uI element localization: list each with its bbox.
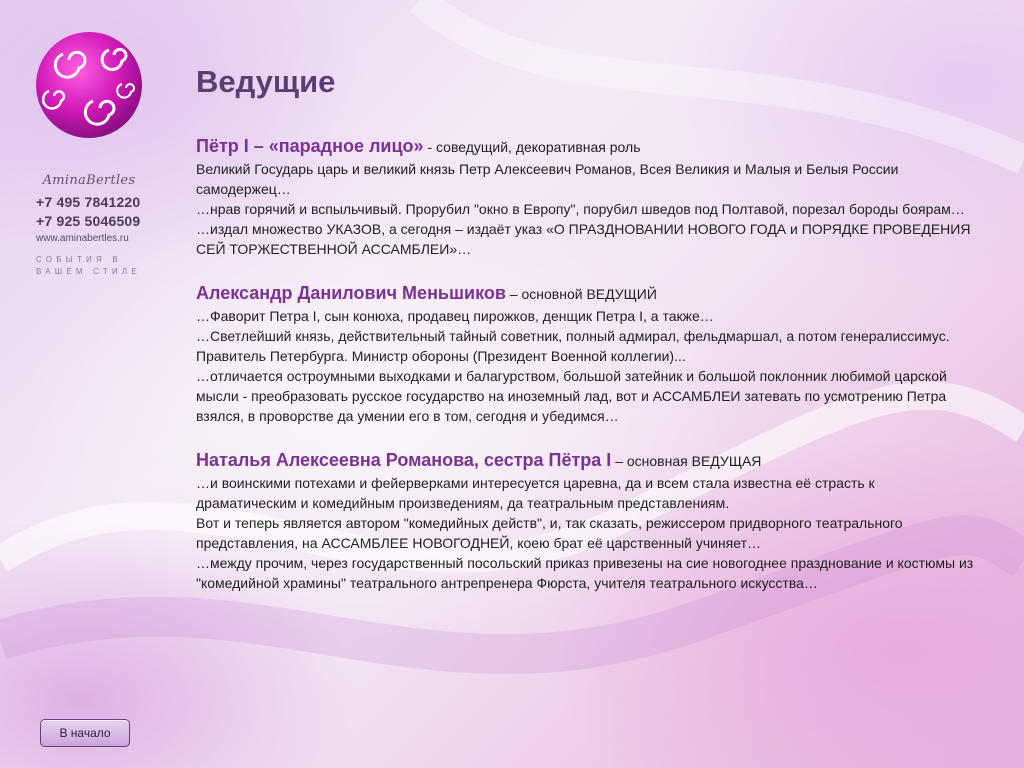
host-line: …и воинскими потехами и фейерверками интересуется царевна, да и всем стала известна её страсть к драматическим и комедийным произведениям, да театральным представлениям. [196,475,875,511]
phone-2: +7 925 5046509 [36,213,141,229]
host-line: …Фаворит Петра I, сын конюха, продавец пирожков, денщик Петра I, а также… [196,308,714,324]
host-heading [196,134,976,159]
host-heading [196,281,976,306]
host-line: Великий Государь царь и великий князь Петр Алексеевич Романов, Всея Великия и Малыя и Белыя России самодержец… [196,161,899,197]
host-line: …нрав горячий и вспыльчивый. Прорубил "окно в Европу", порубил шведов под Полтавой, порезал бороды боярам… [196,201,965,217]
host-line: …отличается остроумными выходками и балагурством, большой затейник и большой поклонник любимой царской мысли - преобразовать русское государство на иноземный лад, вот и АССАМБЛЕИ затевать по усмотрению Петра взялся, в проворстве да умении его в том, сегодня и убедимся… [196,368,947,424]
home-button[interactable]: В начало [40,719,130,747]
host-role: - соведущий, декоративная роль [423,139,641,155]
host-block [196,448,976,593]
host-name: Наталья Алексеевна Романова, сестра Пётра I [196,450,612,470]
slogan: СОБЫТИЯ В ВАШЕМ СТИЛЕ [36,255,141,276]
website-link[interactable]: www.aminabertles.ru [36,233,129,244]
host-name: Пётр I – «парадное лицо» [196,136,424,156]
host-line: …Светлейший князь, действительный тайный советник, полный адмирал, фельдмаршал, а потом генералиссимус. Правитель Петербурга. Министр обороны (Президент Военной коллегии)... [196,328,950,364]
host-line: …между прочим, через государственный посольский приказ привезены на сие новогоднее празднование и костюмы из "комедийной храмины" театрального антрепренера Фюрста, учителя театрального искусства… [196,555,974,591]
page-title: Ведущие [196,64,336,99]
host-role: – основной ВЕДУЩИЙ [505,286,657,302]
host-block [196,281,976,426]
main-content [196,62,976,615]
phone-1: +7 495 7841220 [36,194,141,210]
brand-name: AminaBertles [42,173,136,188]
host-heading [196,448,976,473]
logo-ball-icon [34,30,144,140]
host-line: …издал множество УКАЗОВ, а сегодня – издаёт указ «О ПРАЗДНОВАНИИ НОВОГО ГОДА и ПОРЯДКЕ ПРОВЕДЕНИЯ СЕЙ ТОРЖЕСТВЕННОЙ АССАМБЛЕИ»… [196,221,971,257]
host-role: – основная ВЕДУЩАЯ [611,453,762,469]
host-block [196,134,976,259]
host-line: Вот и теперь является автором "комедийных действ", и, так сказать, режиссером придворного театрального представления, на АССАМБЛЕЕ НОВОГОДНЕЙ, коею брат её царственный учиняет… [196,515,903,551]
host-name: Александр Данилович Меньшиков [196,283,506,303]
